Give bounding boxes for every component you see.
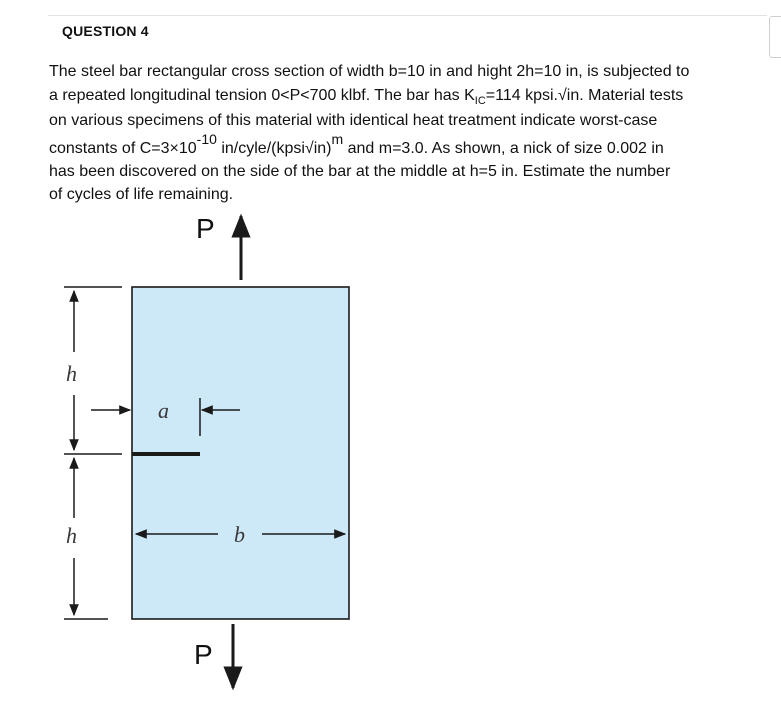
question-line-1: The steel bar rectangular cross section of width b=10 in and hight 2h=10 in, is subjected to [49, 63, 690, 80]
line4-part-a: constants of C=3×10 [49, 140, 197, 157]
question-line-6: of cycles of life remaining. [49, 186, 234, 203]
question-line-5: has been discovered on the side of the bar at the middle at h=5 in. Estimate the number [49, 163, 671, 180]
exponent-m: m [331, 130, 344, 147]
dim-h-lower-label: h [66, 523, 77, 548]
dim-h-upper-label: h [66, 361, 77, 386]
dim-a-label: a [158, 398, 169, 423]
question-title: QUESTION 4 [62, 23, 149, 39]
dim-b-label: b [234, 522, 245, 547]
line2-part-b: =114 kpsi.√in. Material tests [485, 87, 684, 104]
kic-subscript: IC [474, 95, 486, 108]
exponent-neg10: -10 [196, 130, 217, 147]
load-label-top: P [196, 213, 215, 244]
question-line-3: on various specimens of this material with identical heat treatment indicate worst-case [49, 112, 658, 129]
load-label-bottom: P [194, 639, 213, 670]
line4-part-b: in/cyle/(kpsi√in) [216, 140, 332, 157]
line2-part-a: a repeated longitudinal tension 0<P<700 klbf. The bar has K [49, 87, 475, 104]
line4-part-c: and m=3.0. As shown, a nick of size 0.002 in [343, 140, 664, 157]
